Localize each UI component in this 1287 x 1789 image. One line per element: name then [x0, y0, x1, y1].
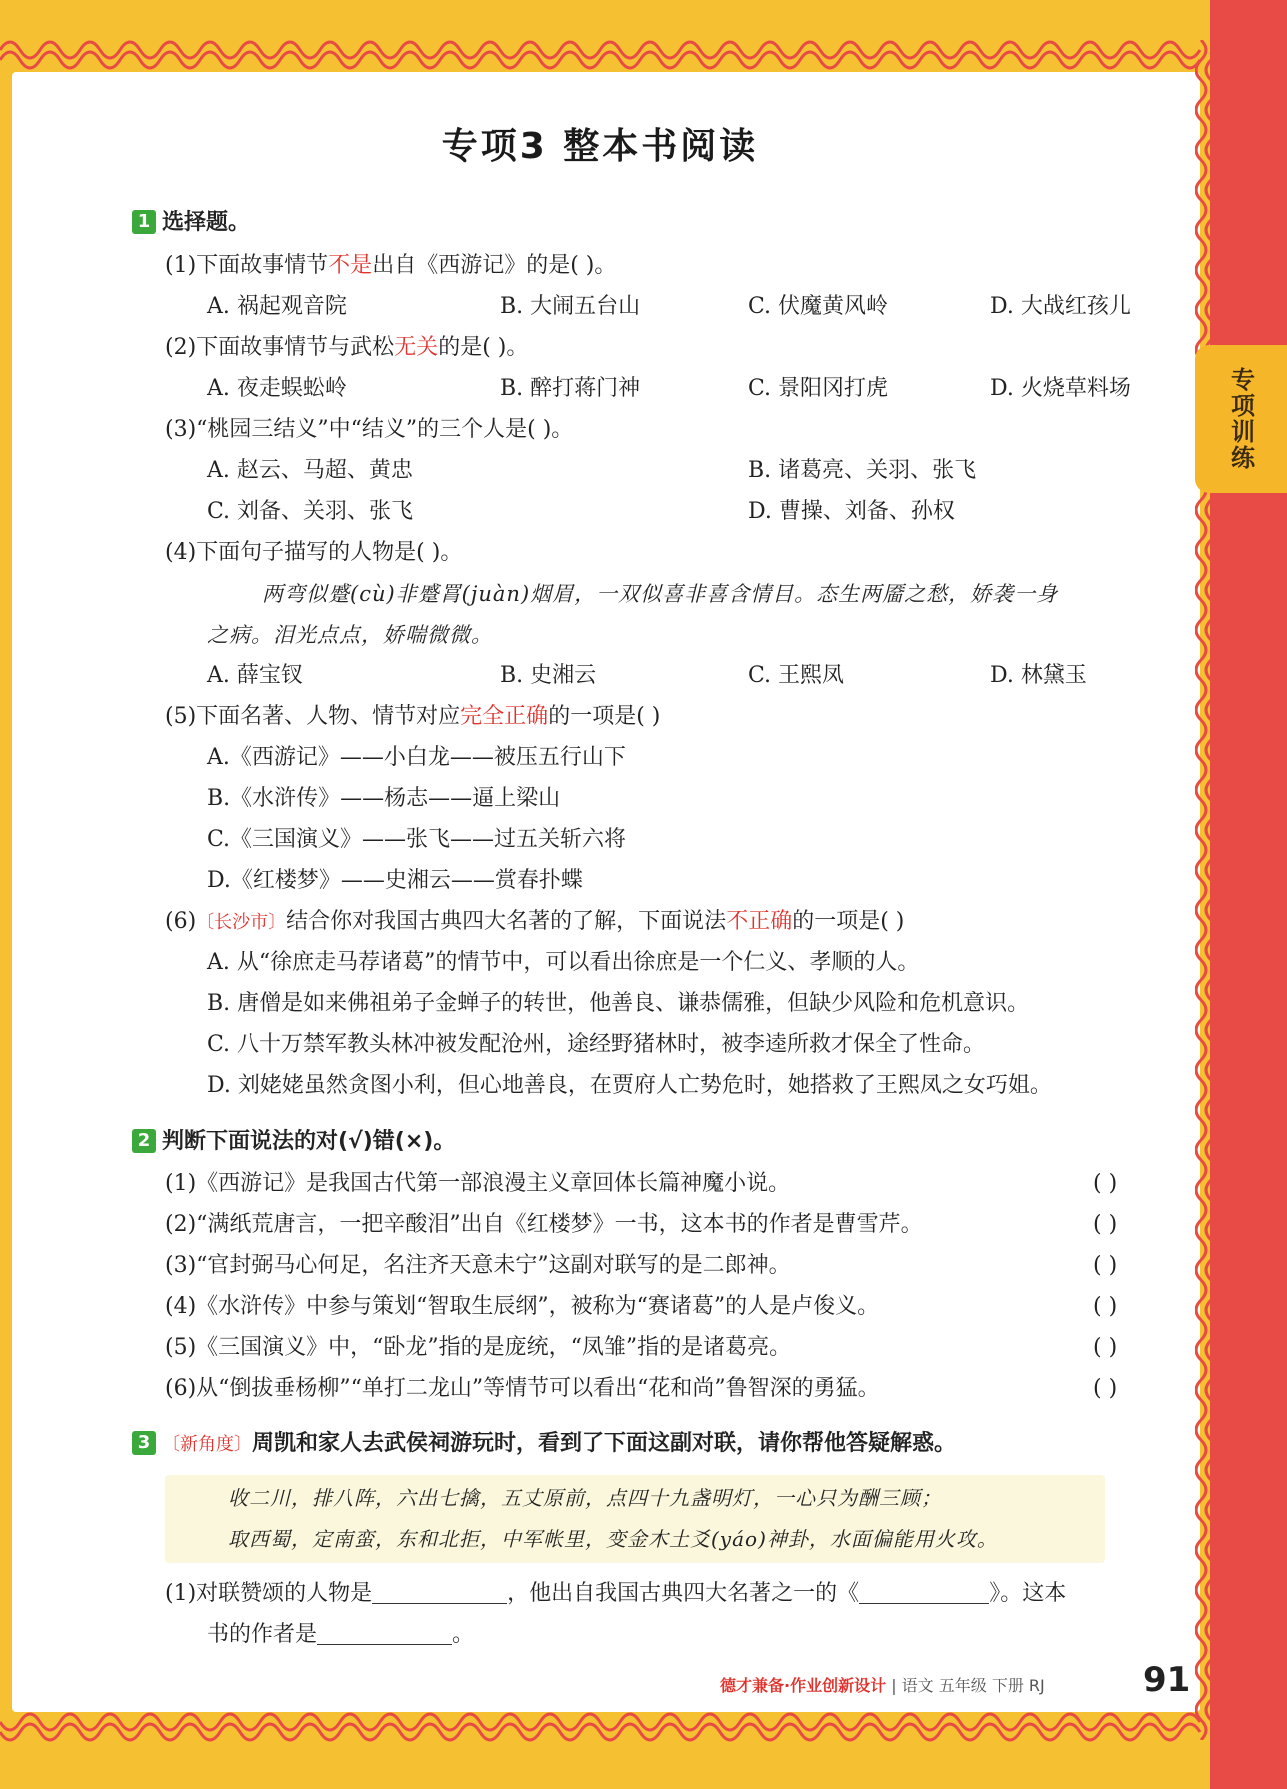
q1-item1-option-a[interactable]: A. 祸起观音院	[207, 294, 347, 319]
q1-item6-option-c[interactable]: C. 八十万禁军教头林冲被发配沧州，途经野猪林时，被李逵所救才保全了性命。	[207, 1032, 986, 1057]
q1-item5-stem-pre: (5)下面名著、人物、情节对应	[165, 704, 461, 729]
q1-number-badge: 1	[132, 210, 156, 234]
q1-item2-stem-post: 的是( )。	[438, 335, 529, 360]
q1-item4-option-a[interactable]: A. 薛宝钗	[207, 663, 303, 688]
q1-item1-option-b[interactable]: B. 大闹五台山	[500, 294, 641, 319]
author-answer-blank[interactable]	[317, 1620, 452, 1645]
page-number: 91	[1143, 1660, 1191, 1700]
q3-angle-tag: 〔新角度〕	[162, 1434, 252, 1455]
q1-item6-option-d[interactable]: D. 刘姥姥虽然贪图小利，但心地善良，在贾府人亡势危时，她搭救了王熙凤之女巧姐。	[207, 1073, 1052, 1098]
q1-item5-option-a[interactable]: A.《西游记》——小白龙——被压五行山下	[207, 745, 626, 770]
q1-item4-option-b[interactable]: B. 史湘云	[500, 663, 597, 688]
q2-heading-text: 判断下面说法的对(√)错(×)。	[162, 1129, 456, 1154]
q1-item1-stem-post: 出自《西游记》的是( )。	[372, 253, 617, 278]
q1-item4-option-c[interactable]: C. 王熙凤	[748, 663, 845, 688]
q2-item4-answer-paren[interactable]: ( )	[1093, 1294, 1118, 1319]
footer-separator: |	[891, 1676, 897, 1695]
person-answer-blank[interactable]	[372, 1579, 507, 1604]
q1-item2-option-c[interactable]: C. 景阳冈打虎	[748, 376, 889, 401]
q1-item3-option-b[interactable]: B. 诸葛亮、关羽、张飞	[748, 458, 977, 483]
q3-heading	[132, 1428, 956, 1461]
q1-item2-option-b[interactable]: B. 醉打蒋门神	[500, 376, 641, 401]
q3-sub1-text-a: (1)对联赞颂的人物是	[165, 1581, 373, 1606]
q1-item6-region-tag: 〔长沙市〕	[196, 912, 287, 933]
q1-item3-option-d[interactable]: D. 曹操、刘备、孙权	[748, 499, 955, 524]
q1-item2-option-a[interactable]: A. 夜走蜈蚣岭	[207, 376, 347, 401]
page-title: 专项3 整本书阅读	[441, 126, 759, 167]
q2-item1: (1)《西游记》是我国古代第一部浪漫主义章回体长篇神魔小说。	[165, 1171, 791, 1196]
q1-item1-option-c[interactable]: C. 伏魔黄风岭	[748, 294, 889, 319]
footer-meta: 语文 五年级 下册 RJ	[901, 1676, 1045, 1695]
q1-item3-option-a[interactable]: A. 赵云、马超、黄忠	[207, 458, 413, 483]
q1-item4-quote-line2: 之病。泪光点点，娇喘微微。	[207, 623, 493, 647]
q1-item4-stem: (4)下面句子描写的人物是( )。	[165, 540, 463, 565]
q3-heading-text: 周凯和家人去武侯祠游玩时，看到了下面这副对联，请你帮他答疑解惑。	[252, 1431, 957, 1456]
q1-item2-stem-pre: (2)下面故事情节与武松	[165, 335, 395, 360]
q1-heading-text: 选择题。	[162, 210, 251, 235]
footer-brand: 德才兼备·作业创新设计	[720, 1676, 887, 1695]
q3-number-badge: 3	[132, 1431, 156, 1455]
q1-heading	[132, 207, 250, 239]
q2-item6: (6)从“倒拔垂杨柳”“单打二龙山”等情节可以看出“花和尚”鲁智深的勇猛。	[165, 1376, 880, 1401]
q1-item3-stem: (3)“桃园三结义”中“结义”的三个人是( )。	[165, 417, 574, 442]
q3-sub1-text-e: 。	[452, 1622, 475, 1647]
q1-item5-stem-post: 的一项是( )	[548, 704, 661, 729]
q1-item6-stem-post: 的一项是( )	[792, 909, 905, 934]
q1-item5-stem	[165, 701, 660, 733]
q2-item6-answer-paren[interactable]: ( )	[1093, 1376, 1118, 1401]
q1-item1-option-d[interactable]: D. 大战红孩儿	[990, 294, 1131, 319]
q2-heading	[132, 1126, 455, 1158]
q2-item5-answer-paren[interactable]: ( )	[1093, 1335, 1118, 1360]
q2-item3-answer-paren[interactable]: ( )	[1093, 1253, 1118, 1278]
q1-item3-option-c[interactable]: C. 刘备、关羽、张飞	[207, 499, 414, 524]
footer-info	[720, 1673, 1045, 1696]
q1-item1-stem-emphasis: 不是	[328, 253, 373, 278]
q1-item2-option-d[interactable]: D. 火烧草料场	[990, 376, 1131, 401]
q1-item6-option-b[interactable]: B. 唐僧是如来佛祖弟子金蝉子的转世，他善良、谦恭儒雅，但缺少风险和危机意识。	[207, 991, 1030, 1016]
q1-item6-stem	[165, 906, 904, 939]
q1-item4-quote-line1: 两弯似蹙(cù)非蹙罥(juàn)烟眉，一双似喜非喜含情目。态生两靥之愁，娇袭一身	[262, 582, 1059, 606]
q3-sub1-text-b: ，他出自我国古典四大名著之一的《	[507, 1581, 860, 1606]
q3-sub1-text-d: 书的作者是	[207, 1622, 318, 1647]
q1-item2-stem	[165, 332, 528, 364]
q2-item1-answer-paren[interactable]: ( )	[1093, 1171, 1118, 1196]
book-answer-blank[interactable]	[859, 1579, 989, 1604]
q3-sub1-line2	[207, 1619, 474, 1651]
q2-number-badge: 2	[132, 1129, 156, 1153]
couplet-line2: 取西蜀，定南蛮，东和北拒，中军帐里，变金木土爻(yáo)神卦，水面偏能用火攻。	[228, 1527, 998, 1551]
q1-item1-stem	[165, 250, 616, 282]
q1-item6-stem-pre: (6)	[165, 909, 197, 934]
q1-item2-stem-emphasis: 无关	[394, 335, 439, 360]
q2-item3: (3)“官封弼马心何足，名注齐天意未宁”这副对联写的是二郎神。	[165, 1253, 791, 1278]
side-tab-label: 专项训练	[1226, 367, 1255, 471]
q1-item6-stem-mid: 结合你对我国古典四大名著的了解，下面说法	[286, 909, 727, 934]
couplet-line1: 收二川，排八阵，六出七擒，五丈原前，点四十九盏明灯，一心只为酬三顾；	[228, 1486, 942, 1510]
q1-item5-option-b[interactable]: B.《水浒传》——杨志——逼上梁山	[207, 786, 561, 811]
q1-item1-stem-pre: (1)下面故事情节	[165, 253, 329, 278]
q1-item6-stem-emphasis: 不正确	[726, 909, 793, 934]
q3-sub1-line1	[165, 1578, 1066, 1610]
q2-item2: (2)“满纸荒唐言，一把辛酸泪”出自《红楼梦》一书，这本书的作者是曹雪芹。	[165, 1212, 923, 1237]
section-side-tab	[1195, 345, 1287, 493]
q2-item5: (5)《三国演义》中，“卧龙”指的是庞统，“凤雏”指的是诸葛亮。	[165, 1335, 792, 1360]
q1-item5-option-c[interactable]: C.《三国演义》——张飞——过五关斩六将	[207, 827, 627, 852]
q1-item4-option-d[interactable]: D. 林黛玉	[990, 663, 1087, 688]
q1-item5-option-d[interactable]: D.《红楼梦》——史湘云——赏春扑蝶	[207, 868, 583, 893]
q1-item6-option-a[interactable]: A. 从“徐庶走马荐诸葛”的情节中，可以看出徐庶是一个仁义、孝顺的人。	[207, 950, 920, 975]
q2-item4: (4)《水浒传》中参与策划“智取生辰纲”，被称为“赛诸葛”的人是卢俊义。	[165, 1294, 880, 1319]
q3-sub1-text-c: 》。这本	[989, 1581, 1067, 1606]
q2-item2-answer-paren[interactable]: ( )	[1093, 1212, 1118, 1237]
q1-item5-stem-emphasis: 完全正确	[460, 704, 549, 729]
